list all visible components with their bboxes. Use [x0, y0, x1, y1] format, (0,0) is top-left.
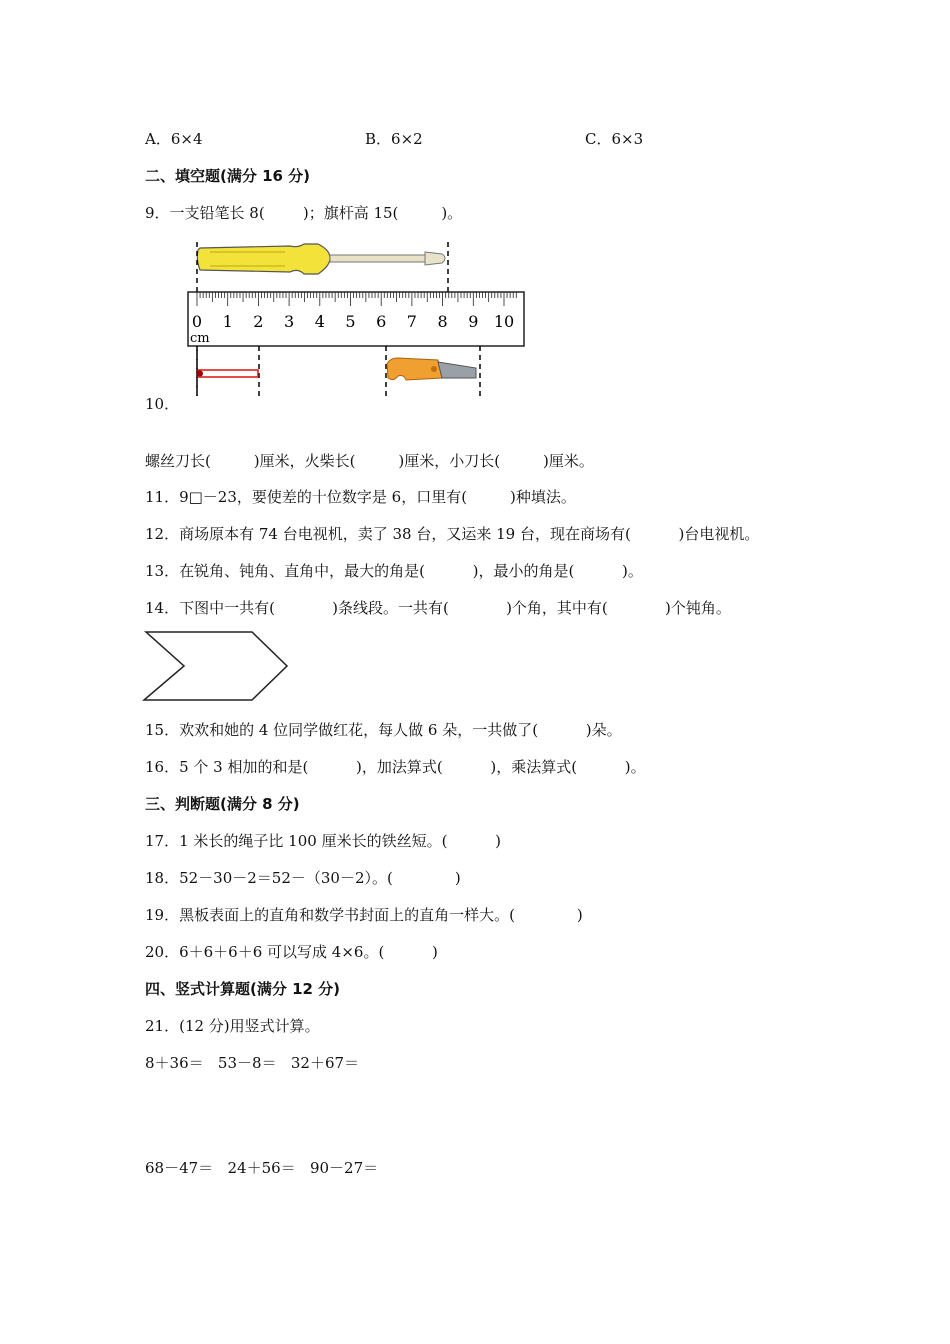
- ruler-unit-label: cm: [190, 331, 210, 346]
- ruler-tick-label: 2: [253, 312, 264, 331]
- question-16: 16．5 个 3 相加的和是( )，加法算式( )，乘法算式( )。: [145, 758, 646, 776]
- question-10-number: 10．: [145, 395, 180, 413]
- question-14: 14．下图中一共有( )条线段。一共有( )个角，其中有( )个钝角。: [145, 599, 731, 617]
- option-b: B．6×2: [365, 130, 423, 148]
- question-11: 11．9□－23，要使差的十位数字是 6，口里有( )种填法。: [145, 488, 576, 506]
- ruler-tick-label: 4: [314, 312, 325, 331]
- section-3-title: 三、判断题(满分 8 分): [145, 795, 300, 813]
- ruler-figure: [180, 236, 540, 406]
- question-9: 9．一支铅笔长 8( )；旗杆高 15( )。: [145, 204, 463, 222]
- question-18: 18．52－30－2＝52－（30－2）。( ): [145, 869, 461, 887]
- matchstick-image: [197, 370, 258, 377]
- calc-row-1: 8＋36＝ 53－8＝ 32＋67＝: [145, 1054, 360, 1072]
- section-4-title: 四、竖式计算题(满分 12 分): [145, 980, 341, 998]
- ruler-tick-label: 10: [493, 312, 515, 331]
- ruler-tick-label: 5: [345, 312, 356, 331]
- ruler-tick-label: 8: [437, 312, 448, 331]
- ruler-tick-label: 0: [191, 312, 203, 331]
- calc-row-2: 68－47＝ 24＋56＝ 90－27＝: [145, 1159, 379, 1177]
- ruler-tick-label: 1: [222, 312, 233, 331]
- section-2-title: 二、填空题(满分 16 分): [145, 167, 311, 185]
- question-19: 19．黑板表面上的直角和数学书封面上的直角一样大。( ): [145, 906, 583, 924]
- ruler-tick-label: 7: [406, 312, 417, 331]
- question-21: 21．(12 分)用竖式计算。: [145, 1017, 320, 1035]
- option-c: C．6×3: [585, 130, 644, 148]
- knife-image: [387, 358, 476, 380]
- option-a: A．6×4: [145, 130, 203, 148]
- question-13: 13．在锐角、钝角、直角中，最大的角是( )，最小的角是( )。: [145, 562, 643, 580]
- ruler-tick-label: 3: [284, 312, 295, 331]
- screwdriver-image: [197, 244, 445, 274]
- question-10-text: 螺丝刀长( )厘米，火柴长( )厘米，小刀长( )厘米。: [145, 452, 594, 470]
- question-12: 12．商场原本有 74 台电视机，卖了 38 台，又运来 19 台，现在商场有( )台电视机。: [145, 525, 760, 543]
- arrow-shape-figure: [140, 628, 295, 708]
- ruler-tick-label: 6: [376, 312, 387, 331]
- question-17: 17．1 米长的绳子比 100 厘米长的铁丝短。( ): [145, 832, 501, 850]
- question-15: 15．欢欢和她的 4 位同学做红花，每人做 6 朵，一共做了( )朵。: [145, 721, 622, 739]
- ruler-tick-label: 9: [468, 312, 479, 331]
- question-20: 20．6＋6＋6＋6 可以写成 4×6。( ): [145, 943, 438, 961]
